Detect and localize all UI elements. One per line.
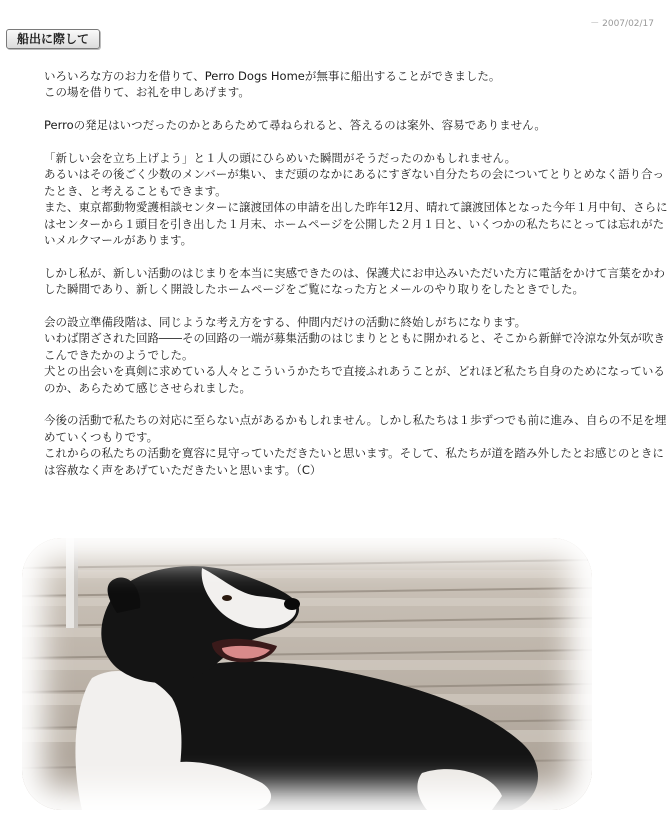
post-date: － 2007/02/17 [590, 19, 654, 29]
title-button[interactable]: 船出に際して [6, 29, 100, 49]
paragraph: しかし私が、新しい活動のはじまりを本当に実感できたのは、保護犬にお申込みいただいた方に電話をかけて言葉をかわした瞬間であり、新しく開設したホームページをご覧になった方とメールのやり取りをしたときでした。 [44, 265, 665, 297]
paragraph: Perroの発足はいつだったのかとあらためて尋ねられると、答えるのは案外、容易でありません。 [44, 118, 546, 133]
paragraph: 「新しい会を立ち上げよう」と１人の頭にひらめいた瞬間がそうだったのかもしれません。 あるいはその後ごく少数のメンバーが集い、まだ頭のなかにあるにすぎない自分たちの会についてとりとめなく語り合ったとき、と考えることもできます。 また、東京都動物愛護相談センターに譲渡団体の申請を出した昨年12月、晴れて譲渡団体となった今年１月中旬、さらにはセンターから１頭目を引き出した１月末、ホームページを公開した２月１日と、いくつかの私たちにとっては忘れがたいメルクマールがあります。 [44, 151, 668, 248]
dog-on-stairs-illustration [22, 538, 592, 810]
dog-photo [22, 538, 592, 810]
paragraph: いろいろな方のお力を借りて、Perro Dogs Homeが無事に船出することができました。 この場を借りて、お礼を申しあげます。 [44, 69, 501, 100]
paragraph: 今後の活動で私たちの対応に至らない点があるかもしれません。しかし私たちは１歩ずつでも前に進み、自らの不足を埋めていくつもりです。 これからの私たちの活動を寛容に見守っていただきたいと思います。そして、私たちが道を踏み外したとお感じのときには容赦なく声をあげていただきたいと思います。（C） [44, 413, 667, 477]
article-body [44, 68, 669, 494]
paragraph: 会の設立準備段階は、同じような考え方をする、仲間内だけの活動に終始しがちになります。 いわば閉ざされた回路――その回路の一端が募集活動のはじまりとともに開かれると、そこから新鮮で冷涼な外気が吹きこんできたかのようでした。 犬との出会いを真剣に求めている人々とこういうかたちで直接ふれあうことが、どれほど私たち自身のためになっているのか、あらためて感じさせられました。 [44, 315, 665, 395]
